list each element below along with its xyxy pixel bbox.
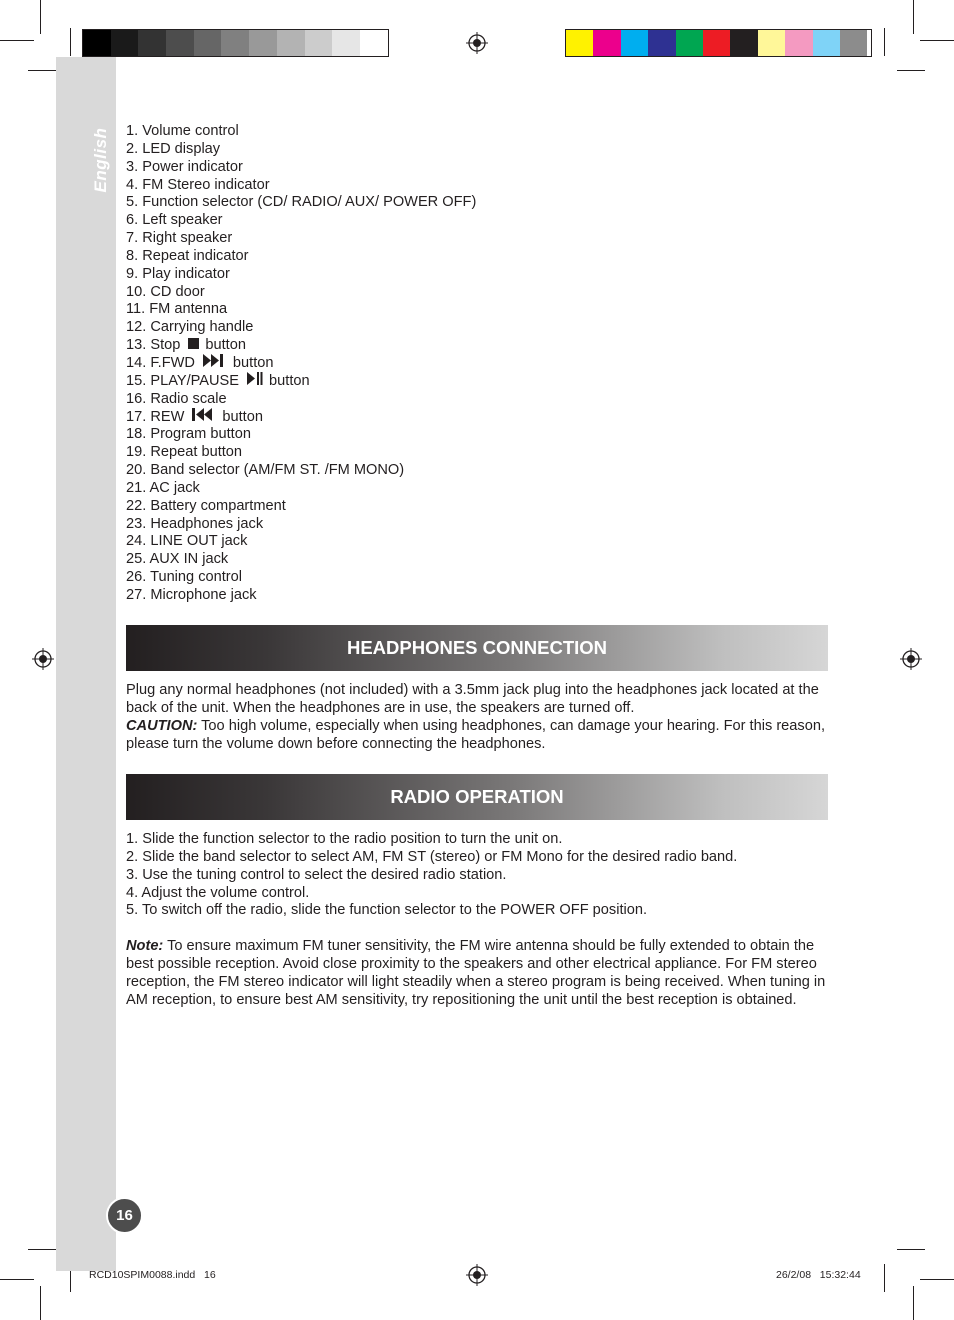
- color-swatch: [676, 30, 703, 56]
- list-item-text: 11. FM antenna: [126, 301, 228, 318]
- list-item: [126, 462, 476, 480]
- color-swatch: [621, 30, 648, 56]
- list-item-suffix: button: [222, 408, 263, 425]
- crop-mark: [920, 1279, 954, 1280]
- list-item: [126, 373, 476, 391]
- list-item: [126, 587, 476, 605]
- crop-mark: [884, 1264, 885, 1292]
- color-swatch: [332, 30, 360, 56]
- list-item: [126, 426, 476, 444]
- list-item-text: 8. Repeat indicator: [126, 247, 249, 264]
- note-label: Note:: [126, 938, 164, 954]
- list-item-text: 20. Band selector (AM/FM ST. /FM MONO): [126, 462, 405, 479]
- color-swatch: [730, 30, 757, 56]
- list-item-text: 15. PLAY/PAUSE: [126, 372, 240, 389]
- list-item-text: 14. F.FWD: [126, 354, 195, 371]
- registration-mark-icon: [466, 1264, 488, 1286]
- list-item: [126, 409, 476, 427]
- note-text: To ensure maximum FM tuner sensitivity, the FM wire antenna should be fully extended to obtain the best possible reception. Avoid close proximity to the speakers and other electrical appliance. For FM stereo reception, the FM stereo indicator will light steadily when a stereo program is being received. When tuning in AM reception, to ensure best AM sensitivity, try repositioning the unit until the best reception is obtained.: [126, 938, 826, 1008]
- list-item-text: 1. Volume control: [126, 123, 239, 139]
- list-item-text: 23. Headphones jack: [126, 515, 264, 532]
- registration-mark-icon: [900, 648, 922, 670]
- color-swatch: [840, 30, 867, 56]
- color-swatch: [166, 30, 194, 56]
- list-item: [126, 301, 476, 319]
- crop-mark: [897, 1249, 925, 1250]
- list-item: [126, 533, 476, 551]
- crop-mark: [0, 40, 34, 41]
- list-item: [126, 337, 476, 355]
- list-item: 5. To switch off the radio, slide the function selector to the POWER OFF position.: [126, 902, 648, 919]
- play-pause-icon: [247, 372, 263, 391]
- rewind-icon: [192, 408, 216, 427]
- grayscale-calibration-bar: [82, 29, 389, 57]
- list-item: 4. Adjust the volume control.: [126, 884, 310, 901]
- color-swatch: [360, 30, 388, 56]
- list-item: 3. Use the tuning control to select the desired radio station.: [126, 866, 507, 883]
- list-item: [126, 355, 476, 373]
- list-item-text: 26. Tuning control: [126, 569, 243, 586]
- color-swatch: [566, 30, 593, 56]
- list-item-text: 18. Program button: [126, 426, 251, 443]
- list-item: [126, 141, 476, 159]
- list-item: [126, 498, 476, 516]
- radio-section-heading: RADIO OPERATION: [126, 774, 828, 820]
- headphones-paragraph: [126, 682, 832, 753]
- color-calibration-bar: [565, 29, 872, 57]
- list-item-text: 22. Battery compartment: [126, 497, 286, 514]
- color-swatch: [305, 30, 333, 56]
- list-item-text: 9. Play indicator: [126, 265, 230, 282]
- list-item-suffix: button: [269, 372, 310, 389]
- crop-mark: [913, 0, 914, 34]
- crop-mark: [913, 1286, 914, 1320]
- list-item-text: 24. LINE OUT jack: [126, 533, 248, 550]
- crop-mark: [28, 1249, 56, 1250]
- color-swatch: [703, 30, 730, 56]
- stop-icon: [188, 337, 199, 355]
- list-item: [126, 177, 476, 195]
- radio-steps-list: [126, 831, 737, 920]
- color-swatch: [249, 30, 277, 56]
- list-item: 2. Slide the band selector to select AM, FM ST (stereo) or FM Mono for the desired radio band.: [126, 848, 738, 865]
- list-item: [126, 569, 476, 587]
- list-item-text: 21. AC jack: [126, 479, 200, 496]
- list-item-text: 25. AUX IN jack: [126, 551, 229, 568]
- list-item-text: 16. Radio scale: [126, 390, 227, 407]
- crop-mark: [0, 1279, 34, 1280]
- crop-mark: [40, 1286, 41, 1320]
- list-item-text: 13. Stop: [126, 337, 181, 354]
- note-paragraph: [126, 938, 832, 1009]
- crop-mark: [40, 0, 41, 34]
- list-item-text: 10. CD door: [126, 283, 205, 300]
- color-swatch: [758, 30, 785, 56]
- list-item: [126, 551, 476, 569]
- file-info: RCD10SPIM0088.indd 16: [89, 1269, 216, 1281]
- color-swatch: [111, 30, 139, 56]
- color-swatch: [813, 30, 840, 56]
- list-item-suffix: button: [232, 354, 274, 371]
- color-swatch: [648, 30, 675, 56]
- list-item-text: 12. Carrying handle: [126, 319, 254, 336]
- registration-mark-icon: [466, 32, 488, 54]
- list-item: [126, 159, 476, 177]
- list-item: 1. Slide the function selector to the radio position to turn the unit on.: [126, 831, 563, 847]
- list-item-text: 6. Left speaker: [126, 212, 223, 229]
- list-item-text: 7. Right speaker: [126, 230, 233, 247]
- color-swatch: [83, 30, 111, 56]
- list-item: [126, 248, 476, 266]
- list-item: [126, 212, 476, 230]
- list-item: [126, 516, 476, 534]
- caution-label: CAUTION:: [126, 717, 198, 734]
- color-swatch: [593, 30, 620, 56]
- list-item-text: 19. Repeat button: [126, 444, 243, 461]
- crop-mark: [28, 70, 56, 71]
- list-item-text: 3. Power indicator: [126, 158, 243, 175]
- list-item: [126, 444, 476, 462]
- list-item-text: 4. FM Stereo indicator: [126, 176, 270, 193]
- registration-mark-icon: [32, 648, 54, 670]
- list-item: [126, 194, 476, 212]
- headphones-body: Plug any normal headphones (not included) with a 3.5mm jack plug into the headphones jack located at the back of the unit. When the headphones are in use, the speakers are turned off.: [126, 682, 819, 716]
- caution-text: Too high volume, especially when using headphones, can damage your hearing. For this reason, please turn the volume down before connecting the headphones.: [126, 717, 825, 752]
- parts-list: [126, 123, 476, 605]
- list-item-suffix: button: [205, 337, 246, 354]
- crop-mark: [884, 28, 885, 56]
- crop-mark: [70, 28, 71, 56]
- list-item: [126, 319, 476, 337]
- language-label: English: [91, 127, 110, 193]
- list-item: [126, 123, 476, 141]
- crop-mark: [920, 40, 954, 41]
- fast-forward-icon: [203, 354, 227, 373]
- list-item-text: 17. REW: [126, 408, 185, 425]
- list-item-text: 2. LED display: [126, 140, 221, 157]
- color-swatch: [138, 30, 166, 56]
- page-number: 16: [106, 1197, 143, 1234]
- list-item-text: 27. Microphone jack: [126, 586, 257, 603]
- color-swatch: [785, 30, 812, 56]
- color-swatch: [194, 30, 222, 56]
- print-timestamp: 26/2/08 15:32:44: [776, 1269, 861, 1281]
- list-item: [126, 480, 476, 498]
- list-item: [126, 230, 476, 248]
- list-item: [126, 266, 476, 284]
- headphones-section-heading: HEADPHONES CONNECTION: [126, 625, 828, 671]
- color-swatch: [221, 30, 249, 56]
- list-item: [126, 391, 476, 409]
- list-item: [126, 284, 476, 302]
- language-sidebar: [56, 57, 116, 1271]
- crop-mark: [897, 70, 925, 71]
- list-item-text: 5. Function selector (CD/ RADIO/ AUX/ POWER OFF): [126, 194, 477, 211]
- color-swatch: [277, 30, 305, 56]
